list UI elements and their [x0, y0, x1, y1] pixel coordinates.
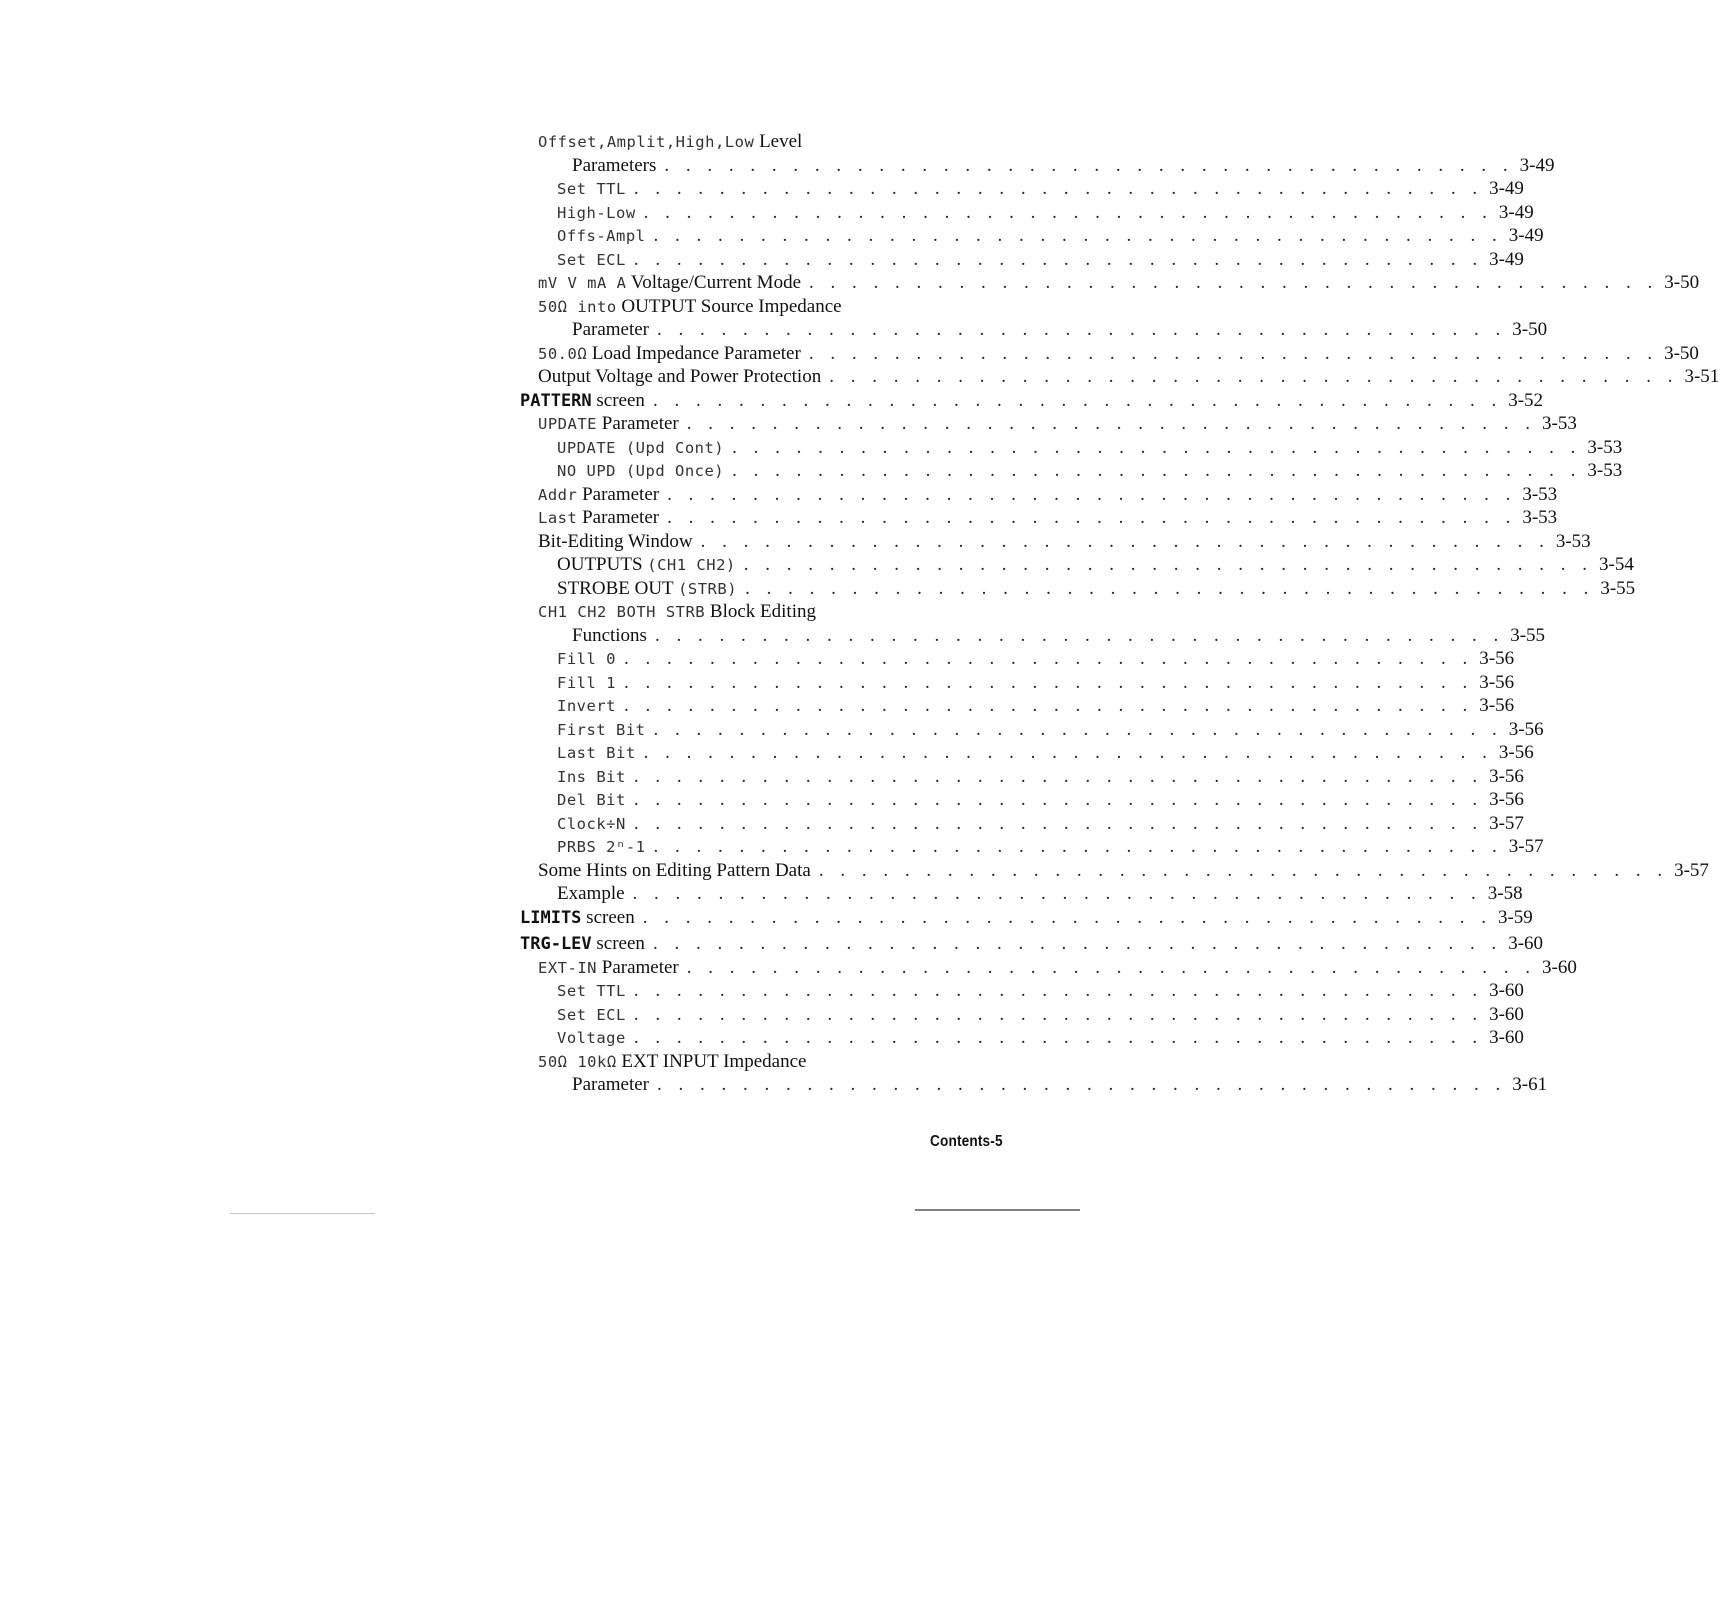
toc-entry — [520, 671, 1515, 695]
toc-leader-dots: . . . . . . . . . . . . . . . . . . . . . . . . . . . . . . . . . . . . . . . . — [652, 933, 1503, 954]
toc-page-number: 3-60 — [1489, 980, 1524, 1001]
toc-text: OUTPUT Source Impedance — [621, 295, 842, 317]
toc-entry-title — [557, 765, 626, 790]
toc-mono-label: EXT-IN — [538, 958, 597, 977]
toc-entry-title — [572, 624, 647, 648]
toc-mono-label: First Bit — [557, 720, 646, 739]
toc-entry-title — [557, 694, 616, 719]
toc-entry — [520, 412, 1577, 436]
toc-entry — [520, 318, 1548, 342]
toc-page-number: 3-53 — [1555, 530, 1591, 552]
toc-page-number: 3-56 — [1489, 765, 1524, 787]
toc-entry — [520, 365, 1720, 389]
toc-page-number: 3-60 — [1542, 956, 1577, 978]
toc-text: Parameter — [601, 956, 679, 978]
toc-mono-label: Offset,Amplit,High,Low — [538, 133, 755, 151]
toc-entry — [520, 835, 1544, 859]
toc-leader-dots: . . . . . . . . . . . . . . . . . . . . . . . . . . . . . . . . . . . . . . . . — [657, 1074, 1507, 1095]
toc-entry — [520, 765, 1524, 789]
toc-entry-title — [557, 835, 646, 860]
toc-entry-title — [557, 224, 646, 249]
toc-leader-dots: . . . . . . . . . . . . . . . . . . . . . . . . . . . . . . . . . . . . . . . . — [633, 1027, 1484, 1048]
toc-entry — [520, 812, 1524, 836]
toc-entry-title — [557, 647, 616, 672]
toc-entry-title — [538, 412, 679, 437]
toc-entry — [520, 788, 1524, 812]
toc-mono-label: Invert — [557, 697, 616, 715]
toc-leader-dots: . . . . . . . . . . . . . . . . . . . . . . . . . . . . . . . . . . . . . . . . — [624, 695, 1474, 716]
toc-text: Parameter — [572, 1074, 650, 1095]
toc-leader-dots: . . . . . . . . . . . . . . . . . . . . . . . . . . . . . . . . . . . . . . . . — [624, 648, 1474, 669]
toc-entry-title — [538, 342, 801, 367]
toc-mono-label: Ins Bit — [557, 767, 626, 786]
toc-entry — [520, 130, 1015, 154]
toc-section-keyword: LIMITS — [520, 907, 582, 928]
toc-entry — [520, 248, 1524, 272]
toc-leader-dots: . . . . . . . . . . . . . . . . . . . . . . . . . . . . . . . . . . . . . . . . — [743, 554, 1594, 575]
toc-leader-dots: . . . . . . . . . . . . . . . . . . . . . . . . . . . . . . . . . . . . . . . . — [633, 789, 1484, 810]
toc-leader-dots: . . . . . . . . . . . . . . . . . . . . . . . . . . . . . . . . . . . . . . . . — [808, 342, 1659, 364]
toc-entry — [520, 389, 1544, 413]
toc-leader-dots: . . . . . . . . . . . . . . . . . . . . . . . . . . . . . . . . . . . . . . . . — [624, 671, 1474, 693]
toc-entry — [520, 1026, 1524, 1050]
toc-page-number: 3-56 — [1479, 695, 1515, 716]
toc-leader-dots: . . . . . . . . . . . . . . . . . . . . . . . . . . . . . . . . . . . . . . . . — [633, 812, 1484, 834]
toc-page-number: 3-57 — [1489, 812, 1524, 834]
toc-page-number: 3-60 — [1489, 1027, 1524, 1048]
toc-page-number: 3-56 — [1508, 718, 1544, 740]
toc-page-number: 3-56 — [1489, 789, 1524, 810]
toc-mono-label: Last — [538, 509, 578, 527]
toc-entry-title — [557, 436, 724, 461]
toc-text: Level — [759, 131, 803, 152]
toc-entry-title — [538, 365, 821, 389]
toc-page-number: 3-50 — [1664, 342, 1699, 364]
toc-page-number: 3-49 — [1489, 178, 1524, 199]
toc-entry-title — [557, 718, 646, 743]
toc-leader-dots: . . . . . . . . . . . . . . . . . . . . . . . . . . . . . . . . . . . . . . . . — [700, 530, 1550, 552]
toc-leader-dots: . . . . . . . . . . . . . . . . . . . . . . . . . . . . . . . . . . . . . . . . — [686, 956, 1537, 978]
toc-entry — [520, 1050, 1015, 1074]
toc-entry-title — [520, 389, 645, 414]
toc-mono-label: (STRB) — [678, 579, 738, 598]
toc-entry — [520, 647, 1515, 671]
toc-mono-label: (CH1 CH2) — [647, 556, 736, 574]
toc-text: Parameter — [572, 319, 650, 340]
toc-page-number: 3-56 — [1498, 742, 1534, 763]
toc-page-number: 3-49 — [1519, 154, 1555, 176]
toc-text: Example — [557, 883, 625, 904]
toc-entry — [520, 906, 1533, 930]
toc-mono-label: mV V mA A — [538, 274, 627, 292]
toc-text: Parameters — [572, 154, 657, 176]
toc-page-number: 3-60 — [1508, 933, 1544, 954]
toc-text: Block Editing — [709, 601, 816, 622]
toc-leader-dots: . . . . . . . . . . . . . . . . . . . . . . . . . . . . . . . . . . . . . . . . — [642, 906, 1492, 928]
toc-page-number: 3-49 — [1489, 248, 1524, 270]
toc-entry — [520, 882, 1523, 906]
toc-mono-label: Voltage — [557, 1029, 626, 1047]
toc-text: Output Voltage and Power Protection — [538, 366, 822, 387]
toc-entry — [520, 1073, 1548, 1097]
toc-entry-title — [538, 600, 816, 625]
toc-mono-label: Del Bit — [557, 791, 626, 809]
toc-leader-dots: . . . . . . . . . . . . . . . . . . . . . . . . . . . . . . . . . . . . . . . . — [643, 742, 1493, 763]
toc-page-number: 3-61 — [1512, 1074, 1548, 1095]
toc-page-number: 3-56 — [1479, 671, 1515, 693]
toc-leader-dots: . . . . . . . . . . . . . . . . . . . . . . . . . . . . . . . . . . . . . . . . — [633, 248, 1484, 270]
toc-page-number: 3-53 — [1522, 483, 1558, 505]
toc-mono-label: 50Ω 10kΩ — [538, 1052, 617, 1071]
toc-text: Functions — [572, 624, 647, 646]
toc-mono-label: Clock÷N — [557, 814, 626, 833]
toc-leader-dots: . . . . . . . . . . . . . . . . . . . . . . . . . . . . . . . . . . . . . . . . — [643, 201, 1493, 223]
toc-entry — [520, 530, 1591, 554]
toc-page-number: 3-56 — [1479, 648, 1515, 669]
scan-artifact-left — [230, 1213, 375, 1214]
toc-text: OUTPUTS — [557, 554, 643, 575]
toc-entry — [520, 577, 1636, 601]
toc-text: screen — [586, 906, 635, 928]
toc-entry-title — [557, 177, 626, 202]
toc-entry-title — [538, 530, 693, 554]
toc-leader-dots: . . . . . . . . . . . . . . . . . . . . . . . . . . . . . . . . . . . . . . . . — [653, 225, 1503, 246]
toc-leader-dots: . . . . . . . . . . . . . . . . . . . . . . . . . . . . . . . . . . . . . . . . — [653, 836, 1503, 857]
toc-mono-label: UPDATE — [538, 415, 597, 433]
toc-entry-title — [538, 859, 811, 883]
toc-entry — [520, 979, 1524, 1003]
toc-entry-title — [557, 671, 616, 696]
page-footer: Contents-5 — [930, 1133, 1003, 1150]
toc-entry-title — [557, 979, 626, 1004]
toc-text: Some Hints on Editing Pattern Data — [538, 859, 811, 881]
toc-page-number: 3-52 — [1508, 389, 1544, 411]
toc-entry-title — [557, 812, 626, 837]
toc-mono-label: CH1 CH2 BOTH STRB — [538, 603, 706, 621]
toc-leader-dots: . . . . . . . . . . . . . . . . . . . . . . . . . . . . . . . . . . . . . . . . — [667, 507, 1517, 528]
toc-leader-dots: . . . . . . . . . . . . . . . . . . . . . . . . . . . . . . . . . . . . . . . . — [732, 460, 1582, 481]
toc-entry-title — [557, 553, 736, 578]
toc-entry-title — [557, 741, 636, 766]
toc-leader-dots: . . . . . . . . . . . . . . . . . . . . . . . . . . . . . . . . . . . . . . . . — [667, 483, 1517, 505]
toc-entry-title — [557, 1026, 626, 1051]
table-of-contents — [520, 130, 1720, 1097]
toc-leader-dots: . . . . . . . . . . . . . . . . . . . . . . . . . . . . . . . . . . . . . . . . — [633, 980, 1484, 1001]
toc-entry-title — [557, 577, 737, 602]
toc-page-number: 3-49 — [1498, 201, 1534, 223]
toc-leader-dots: . . . . . . . . . . . . . . . . . . . . . . . . . . . . . . . . . . . . . . . . — [732, 436, 1582, 458]
toc-section-keyword: PATTERN — [520, 390, 592, 411]
toc-page-number: 3-53 — [1542, 413, 1577, 434]
toc-text: STROBE OUT — [557, 577, 674, 599]
toc-entry — [520, 956, 1577, 980]
toc-entry — [520, 436, 1623, 460]
toc-entry-title — [538, 295, 842, 320]
toc-entry-title — [520, 932, 645, 957]
toc-leader-dots: . . . . . . . . . . . . . . . . . . . . . . . . . . . . . . . . . . . . . . . . — [633, 765, 1484, 787]
toc-leader-dots: . . . . . . . . . . . . . . . . . . . . . . . . . . . . . . . . . . . . . . . . — [818, 859, 1669, 881]
toc-entry — [520, 506, 1558, 530]
toc-text: Parameter — [601, 413, 679, 434]
toc-entry-title — [520, 906, 635, 931]
toc-mono-label: Offs-Ampl — [557, 227, 646, 245]
toc-page-number: 3-53 — [1522, 507, 1558, 528]
toc-entry — [520, 201, 1534, 225]
toc-page-number: 3-53 — [1587, 460, 1623, 481]
toc-entry-title — [538, 483, 659, 508]
toc-entry-title — [557, 459, 724, 484]
toc-entry — [520, 859, 1709, 883]
toc-text: screen — [596, 933, 645, 954]
toc-mono-label: UPDATE (Upd Cont) — [557, 438, 725, 457]
toc-mono-label: Set TTL — [557, 982, 626, 1000]
toc-entry — [520, 553, 1634, 577]
toc-entry-title — [572, 154, 656, 178]
toc-mono-label: NO UPD (Upd Once) — [557, 462, 725, 480]
toc-mono-label: Fill 0 — [557, 650, 616, 668]
toc-text: Parameter — [582, 507, 660, 528]
toc-leader-dots: . . . . . . . . . . . . . . . . . . . . . . . . . . . . . . . . . . . . . . . . — [829, 366, 1679, 387]
toc-page-number: 3-60 — [1489, 1003, 1524, 1025]
toc-entry-title — [538, 271, 801, 296]
toc-leader-dots: . . . . . . . . . . . . . . . . . . . . . . . . . . . . . . . . . . . . . . . . — [664, 154, 1514, 176]
toc-leader-dots: . . . . . . . . . . . . . . . . . . . . . . . . . . . . . . . . . . . . . . . . — [632, 883, 1482, 904]
toc-leader-dots: . . . . . . . . . . . . . . . . . . . . . . . . . . . . . . . . . . . . . . . . — [657, 319, 1507, 340]
toc-entry-title — [538, 130, 802, 155]
toc-entry — [520, 295, 1015, 319]
toc-entry-title — [538, 506, 659, 531]
toc-leader-dots: . . . . . . . . . . . . . . . . . . . . . . . . . . . . . . . . . . . . . . . . — [686, 413, 1537, 434]
toc-text: Parameter — [582, 483, 660, 505]
toc-mono-label: 50Ω into — [538, 297, 617, 316]
toc-mono-label: Addr — [538, 485, 578, 504]
toc-mono-label: Set ECL — [557, 1005, 626, 1024]
toc-entry — [520, 483, 1558, 507]
toc-entry — [520, 154, 1555, 178]
toc-mono-label: Fill 1 — [557, 673, 616, 692]
toc-entry-title — [557, 248, 626, 273]
toc-entry-title — [538, 1050, 806, 1075]
toc-page-number: 3-50 — [1512, 319, 1548, 340]
toc-entry — [520, 459, 1623, 483]
toc-leader-dots: . . . . . . . . . . . . . . . . . . . . . . . . . . . . . . . . . . . . . . . . — [653, 718, 1503, 740]
toc-entry — [520, 1003, 1524, 1027]
toc-entry — [520, 624, 1546, 648]
toc-mono-label: High-Low — [557, 203, 636, 222]
toc-leader-dots: . . . . . . . . . . . . . . . . . . . . . . . . . . . . . . . . . . . . . . . . — [745, 577, 1595, 599]
toc-page-number: 3-55 — [1510, 624, 1546, 646]
toc-entry-title — [538, 956, 679, 981]
toc-mono-label: Set TTL — [557, 180, 626, 198]
toc-page-number: 3-54 — [1599, 554, 1634, 575]
toc-page-number: 3-59 — [1497, 906, 1533, 928]
toc-page-number: 3-57 — [1508, 836, 1544, 857]
toc-entry-title — [557, 201, 636, 226]
toc-entry — [520, 694, 1515, 718]
toc-page-number: 3-51 — [1684, 366, 1720, 387]
toc-page-number: 3-50 — [1664, 272, 1700, 293]
toc-leader-dots: . . . . . . . . . . . . . . . . . . . . . . . . . . . . . . . . . . . . . . . . — [633, 178, 1484, 199]
toc-text: screen — [596, 389, 645, 411]
toc-mono-label: Set ECL — [557, 250, 626, 269]
toc-entry — [520, 600, 1015, 624]
toc-text: Voltage/Current Mode — [630, 272, 802, 293]
toc-entry-title — [557, 788, 626, 813]
toc-entry-title — [557, 882, 625, 906]
toc-entry-title — [572, 1073, 649, 1097]
toc-leader-dots: . . . . . . . . . . . . . . . . . . . . . . . . . . . . . . . . . . . . . . . . — [652, 389, 1503, 411]
toc-mono-label: PRBS 2ⁿ-1 — [557, 838, 646, 856]
toc-entry — [520, 271, 1700, 295]
toc-leader-dots: . . . . . . . . . . . . . . . . . . . . . . . . . . . . . . . . . . . . . . . . — [654, 624, 1505, 646]
toc-page-number: 3-55 — [1600, 577, 1636, 599]
toc-text: Bit-Editing Window — [538, 530, 693, 552]
toc-text: Load Impedance Parameter — [591, 342, 801, 364]
toc-section-keyword: TRG-LEV — [520, 934, 592, 954]
toc-text: EXT INPUT Impedance — [621, 1050, 807, 1072]
toc-entry — [520, 718, 1544, 742]
toc-page-number: 3-58 — [1487, 883, 1523, 904]
toc-entry-title — [572, 318, 649, 342]
toc-page-number: 3-53 — [1587, 436, 1623, 458]
scan-artifact-right — [915, 1209, 1080, 1211]
toc-entry — [520, 741, 1534, 765]
toc-leader-dots: . . . . . . . . . . . . . . . . . . . . . . . . . . . . . . . . . . . . . . . . — [809, 272, 1659, 293]
toc-entry-title — [557, 1003, 626, 1028]
toc-entry — [520, 224, 1544, 248]
toc-mono-label: Last Bit — [557, 744, 636, 762]
toc-page-number: 3-57 — [1674, 859, 1709, 881]
toc-entry — [520, 177, 1524, 201]
toc-entry — [520, 342, 1699, 366]
toc-mono-label: 50.0Ω — [538, 344, 588, 363]
toc-page-number: 3-49 — [1508, 225, 1544, 246]
toc-leader-dots: . . . . . . . . . . . . . . . . . . . . . . . . . . . . . . . . . . . . . . . . — [633, 1003, 1484, 1025]
toc-entry — [520, 932, 1544, 956]
